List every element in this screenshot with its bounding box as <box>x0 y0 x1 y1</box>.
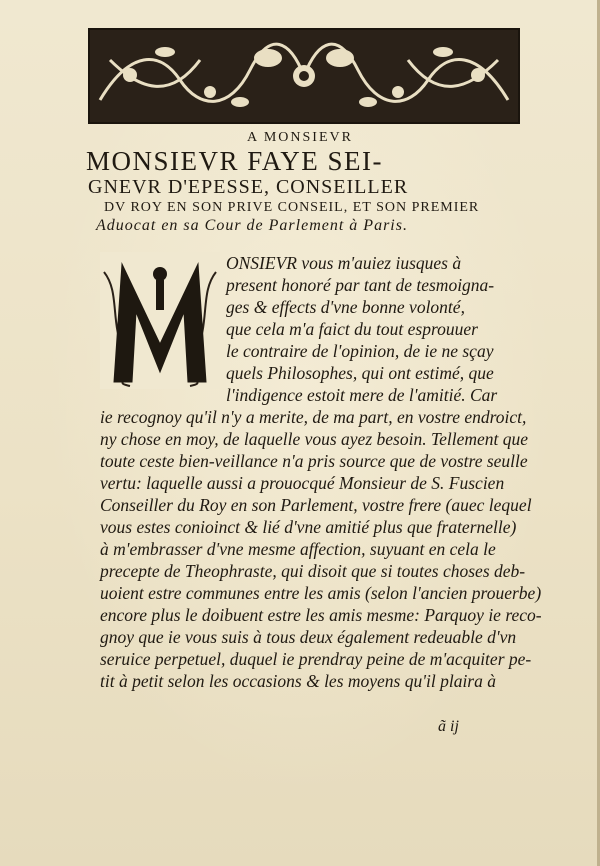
text-line: à m'embrasser d'vne mesme affection, suyuant en cela le <box>100 539 496 559</box>
decorative-headpiece <box>88 28 520 124</box>
text-line: ONSIEVR vous m'auiez iusques à <box>226 253 462 273</box>
text-line: precepte de Theophraste, qui disoit que si toutes choses deb- <box>100 561 526 581</box>
text-line: encore plus le doibuent estre les amis mesme: Parquoy ie reco- <box>100 605 542 625</box>
dedicatee-office: DV ROY EN SON PRIVE CONSEIL, ET SON PREMIER <box>104 200 480 215</box>
text-line: Conseiller du Roy en son Parlement, vostre frere (auec lequel <box>100 495 532 515</box>
text-line: vous estes conioinct & lié d'vne amitié plus que fraternelle) <box>100 517 517 537</box>
text-line: ges & effects d'vne bonne volonté, <box>226 297 465 317</box>
text-line: gnoy que ie vous suis à tous deux également redeuable d'vn <box>100 627 517 647</box>
dedication-to: A MONSIEVR <box>247 130 353 145</box>
text-line: vertu: laquelle aussi a prouocqué Monsieur de S. Fuscien <box>100 473 505 493</box>
text-line: que cela m'a faict du tout esprouuer <box>226 319 478 339</box>
dedicatee-title: GNEVR D'EPESSE, CONSEILLER <box>88 176 409 198</box>
text-line: ny chose en moy, de laquelle vous ayez besoin. Tellement que <box>100 429 528 449</box>
text-line: quels Philosophes, qui ont estimé, que <box>226 363 494 383</box>
text-line: tit à petit selon les occasions & les moyens qu'il plaira à <box>100 671 496 691</box>
text-line: le contraire de l'opinion, de ie ne sçay <box>226 341 494 361</box>
text-line: present honoré par tant de tesmoigna- <box>226 275 495 295</box>
decorated-initial-m <box>100 252 220 389</box>
text-line: l'indigence estoit mere de l'amitié. Car <box>226 385 498 405</box>
signature-mark: ã ij <box>438 718 459 735</box>
text-line: uoient estre communes entre les amis (selon l'ancien prouerbe) <box>100 583 542 603</box>
text-line: ie recognoy qu'il n'y a merite, de ma part, en vostre endroict, <box>100 407 527 427</box>
dedicatee-name: MONSIEVR FAYE SEI- <box>86 146 384 176</box>
text-line: seruice perpetuel, duquel ie prendray peine de m'acquiter pe- <box>100 649 532 669</box>
text-line: toute ceste bien-veillance n'a pris source que de vostre seulle <box>100 451 528 471</box>
dedicatee-office-cont: Aduocat en sa Cour de Parlement à Paris. <box>96 217 408 234</box>
